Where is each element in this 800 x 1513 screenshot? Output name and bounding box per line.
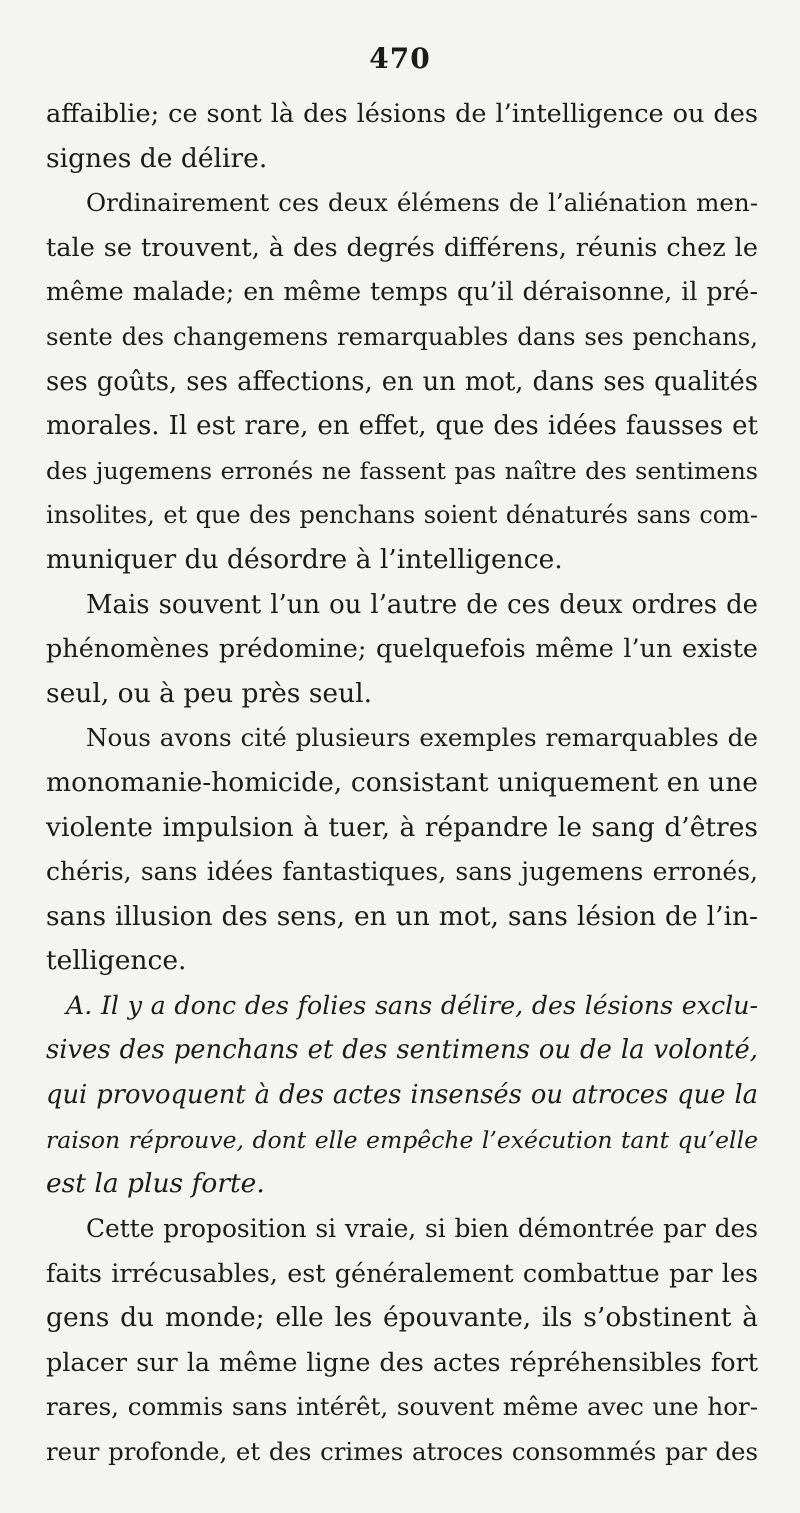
text-line: monomanie-homicide, consistant uniquement en une bbox=[46, 766, 758, 798]
text-line: seul, ou à peu près seul. bbox=[46, 677, 373, 709]
text-line: rares, commis sans intérêt, souvent même avec une hor- bbox=[46, 1392, 758, 1422]
text-line: même malade; en même temps qu’il déraisonne, il pré- bbox=[46, 277, 758, 307]
text-line: chéris, sans idées fantastiques, sans jugemens erronés, bbox=[46, 857, 758, 887]
text-line-italic: raison réprouve, dont elle empêche l’exécution tant qu’elle bbox=[46, 1125, 758, 1154]
text-line: Nous avons cité plusieurs exemples remarquables de bbox=[86, 723, 758, 753]
text-line: Cette proposition si vraie, si bien démontrée par des bbox=[86, 1213, 758, 1243]
body-text bbox=[46, 92, 758, 1474]
text-line: reur profonde, et des crimes atroces consommés par des bbox=[46, 1436, 758, 1466]
text-line: Ordinairement ces deux élémens de l’aliénation men- bbox=[86, 188, 758, 218]
text-line: affaiblie; ce sont là des lésions de l’intelligence ou des bbox=[46, 99, 758, 129]
text-line: ses goûts, ses affections, en un mot, dans ses qualités bbox=[46, 366, 758, 397]
text-line: tale se trouvent, à des degrés différens, réunis chez le bbox=[46, 232, 758, 263]
text-line-italic: A. Il y a donc des folies sans délire, des lésions exclu- bbox=[66, 990, 758, 1020]
text-line: placer sur la même ligne des actes répréhensibles fort bbox=[46, 1347, 758, 1378]
text-line-italic: est la plus forte. bbox=[46, 1168, 265, 1200]
text-line: morales. Il est rare, en effet, que des idées fausses et bbox=[46, 411, 758, 442]
text-line-italic: sives des penchans et des sentimens ou de la volonté, bbox=[46, 1035, 758, 1066]
text-line: signes de délire. bbox=[46, 142, 268, 174]
text-line: Mais souvent l’un ou l’autre de ces deux ordres de bbox=[86, 589, 758, 620]
text-line: muniquer du désordre à l’intelligence. bbox=[46, 543, 563, 575]
text-line: telligence. bbox=[46, 945, 187, 977]
text-line: faits irrécusables, est généralement combattue par les bbox=[46, 1258, 758, 1289]
text-line: sente des changemens remarquables dans ses penchans, bbox=[46, 321, 758, 351]
text-line: sans illusion des sens, en un mot, sans lésion de l’in- bbox=[46, 900, 758, 932]
text-line: gens du monde; elle les épouvante, ils s’obstinent à bbox=[46, 1302, 758, 1334]
text-line: des jugemens erronés ne fassent pas naître des sentimens bbox=[46, 456, 758, 485]
text-line-italic: qui provoquent à des actes insensés ou atroces que la bbox=[46, 1080, 758, 1111]
text-line: violente impulsion à tuer, à répandre le sang d’êtres bbox=[46, 811, 758, 843]
page-number: 470 bbox=[369, 42, 431, 75]
text-line: phénomènes prédomine; quelquefois même l’un existe bbox=[46, 634, 758, 665]
text-line: insolites, et que des penchans soient dénaturés sans com- bbox=[46, 501, 758, 530]
